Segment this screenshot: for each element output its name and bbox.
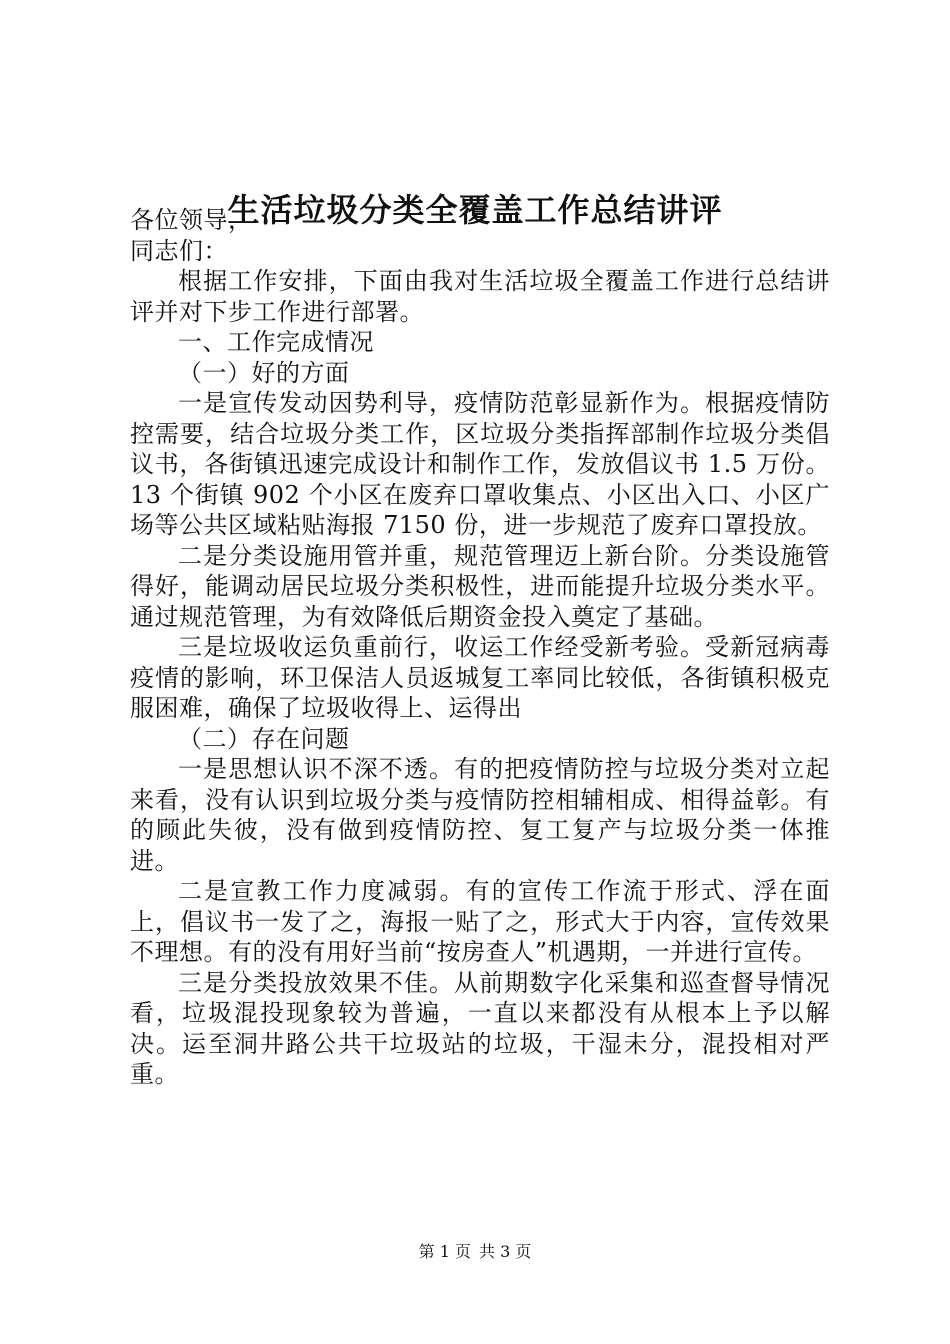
paragraph-problem-1: 一是思想认识不深不透。有的把疫情防控与垃圾分类对立起来看，没有认识到垃圾分类与疫情防控相辅相成、相得益彰。有的顾此失彼，没有做到疫情防控、复工复产与垃圾分类一体推进。 [130,755,830,875]
page-footer [0,1240,950,1264]
paragraph-good-3: 三是垃圾收运负重前行，收运工作经受新考验。受新冠病毒疫情的影响，环卫保洁人员返城复工率同比较低，各街镇积极克服困难，确保了垃圾收得上、运得出 [130,633,830,722]
paragraph-problem-3: 三是分类投放效果不佳。从前期数字化采集和巡查督导情况看，垃圾混投现象较为普遍，一直以来都没有从根本上予以解决。运至洞井路公共干垃圾站的垃圾，干湿未分，混投相对严重。 [130,968,830,1088]
paragraph-good-2: 二是分类设施用管并重，规范管理迈上新台阶。分类设施管得好，能调动居民垃圾分类积极性，进而能提升垃圾分类水平。通过规范管理，为有效降低后期资金投入奠定了基础。 [130,541,830,631]
greeting-comrades: 同志们： [130,236,228,265]
subsection-heading-problems: （二）存在问题 [178,724,350,753]
section-heading-completion: 一、工作完成情况 [178,328,374,356]
document-body [130,205,830,1090]
greeting-leaders: 各位领导， [130,206,253,234]
paragraph-good-1: 一是宣传发动因势利导，疫情防范彰显新作为。根据疫情防控需要，结合垃圾分类工作，区垃圾分类指挥部制作垃圾分类倡议书，各街镇迅速完成设计和制作工作，发放倡议书 1.5 万份。13 个街镇 902 个小区在废弃口罩收集点、小区出入口、小区广场等公共区域粘贴海报 7150 份，进一步规范了废弃口罩投放。 [130,389,830,539]
document-title: 生活垃圾分类全覆盖工作总结讲评 [227,191,723,229]
paragraph-problem-2: 二是宣教工作力度减弱。有的宣传工作流于形式、浮在面上，倡议书一发了之，海报一贴了之，形式大于内容，宣传效果不理想。有的没有用好当前“按房查人”机遇期，一并进行宣传。 [130,877,830,966]
page-total: 共 3 页 [479,1242,532,1261]
intro-paragraph: 根据工作安排，下面由我对生活垃圾全覆盖工作进行总结讲评并对下步工作进行部署。 [130,267,830,326]
page-number: 第 1 页 [418,1242,471,1261]
subsection-heading-good: （一）好的方面 [178,358,350,387]
